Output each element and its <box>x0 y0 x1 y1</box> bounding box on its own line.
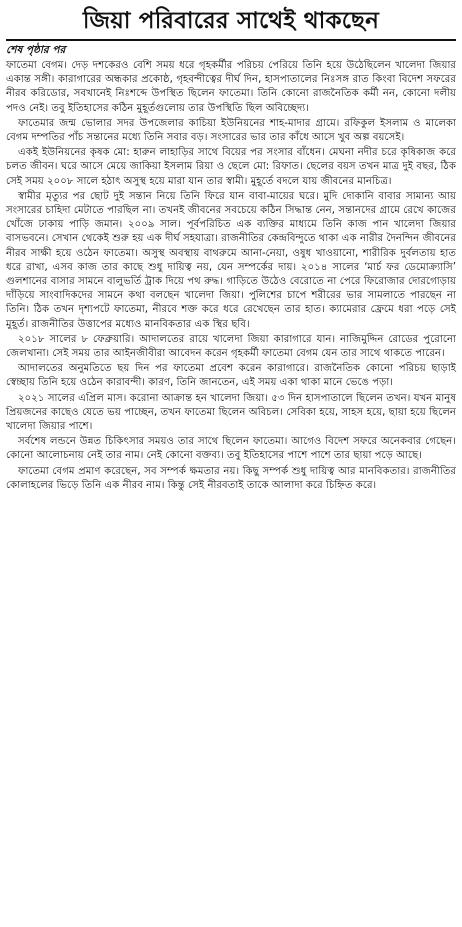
paragraph: একই ইউনিয়নের কৃষক মো: হারুন লাহাড়ির সাথে বিয়ের পর সংসার বাঁধেন। মেঘনা নদীর চরে কৃষিকাজ করে চলত জীবন। ঘরে আসে মেয়ে জাকিয়া ইসলাম রিয়া ও ছেলে মো: রিফাত। ছেলের বয়স তখন মাত্র দুই বছর, ঠিক সেই সময় ২০০৮ সালে হঠাৎ অসুস্থ হয়ে মারা যান তার স্বামী। মুহূর্তে বদলে যায় জীবনের মানচিত্র। <box>6 147 456 187</box>
paragraph: স্বামীর মৃত্যুর পর ছোট দুই সন্তান নিয়ে তিনি ফিরে যান বাবা-মায়ের ঘরে। মুদি দোকানি বাবার সামান্য আয় সংসারের চাহিদা মেটাতে পারছিল না। তখনই জীবনের সবচেয়ে কঠিন সিদ্ধান্ত নেন, সন্তানদের গ্রামে রেখে কাজের খোঁজে ঢাকায় পাড়ি জমান। ২০০৯ সাল। পূর্বপরিচিত এক ব্যক্তির মাধ্যমে তিনি কাজ পান খালেদা জিয়ার বাসভবনে। সেখান থেকেই শুরু হয় এক দীর্ঘ সহযাত্রা। রাজনীতির কেন্দ্রবিন্দুতে থাকা এক নারীর দৈনন্দিন জীবনের নীরব সাক্ষী হয়ে ওঠেন ফাতেমা। অসুস্থ অবস্থায় বাথরুমে আনা-নেয়া, ওষুধ খাওয়ানো, শারীরিক দুর্বলতায় হাত ধরে রাখা, এসব কাজ তার কাছে শুধু দায়িত্ব নয়, যেন সম্পর্কের দায়। ২০১৪ সালের ‘মার্চ ফর ডেমোক্র্যাসি’ গুলশানের বাসার সামনে বালুভর্তি ট্রাক দিয়ে পথ রুদ্ধ। গাড়িতে উঠেও বেরোতে না পেরে ফিরোজার দোরগোড়ায় দাঁড়িয়ে সাংবাদিকদের সামনে কথা বলছেন খালেদা জিয়া। পুলিশের চাপে শরীরের ভার সামলাতে পারছেন না তিনি। ঠিক তখন দৃশ্যপটে ফাতেমা, নীরবে শক্ত করে ধরে রেখেছেন তার হাত। ক্যামেরার ফ্রেমে ধরা পড়ে সেই মুহূর্ত। রাজনীতির উত্তাপের মধ্যেও মানবিকতার এক স্থির ছবি। <box>6 190 456 330</box>
paragraph: ফাতেমার জন্ম ভোলার সদর উপজেলার কাচিয়া ইউনিয়নের শাহ-মাদার গ্রামে। রফিকুল ইসলাম ও মালেকা বেগম দম্পতির পাঁচ সন্তানের মধ্যে তিনি সবার বড়। সংসারের ভার তার কাঁধে আসে খুব অল্প বয়সেই। <box>6 117 456 144</box>
paragraph: ফাতেমা বেগম প্রমাণ করেছেন, সব সম্পর্ক ক্ষমতার নয়। কিছু সম্পর্ক শুধু দায়িত্ব আর মানবিকতার। রাজনীতির কোলাহলের ভিড়ে তিনি এক নীরব নাম। কিন্তু সেই নীরবতাই তাকে আলাদা করে চিহ্নিত করে। <box>6 465 456 491</box>
paragraph: ফাতেমা বেগম। দেড় দশকেরও বেশি সময় ধরে গৃহকর্মীর পরিচয় পেরিয়ে তিনি হয়ে উঠেছিলেন খালেদা জিয়ার একান্ত সঙ্গী। কারাগারের অন্ধকার প্রকোষ্ঠ, গৃহবন্দীত্বের দীর্ঘ দিন, হাসপাতালের নিঃসঙ্গ রাত কিংবা বিদেশ সফরের নীরব করিডোর, সবখানেই নিঃশব্দে উপস্থিত ছিলেন ফাতেমা। তিনি কোনো রাজনৈতিক কর্মী নন, কোনো দলীয় পদও নেই। তবু ইতিহাসের কঠিন মুহূর্তগুলোয় তার উপস্থিতি ছিল অবিচ্ছেদ্য। <box>6 60 456 114</box>
article-body <box>6 59 456 493</box>
headline-divider <box>6 39 456 41</box>
headline: জিয়া পরিবারের সাথেই থাকছেন <box>82 8 380 34</box>
paragraph: ২০১৮ সালের ৮ ফেব্রুয়ারি। আদালতের রায়ে খালেদা জিয়া কারাগারে যান। নাজিমুদ্দিন রোডের পুরোনো জেলখানা। সেই সময় তার আইনজীবীরা আবেদন করেন গৃহকর্মী ফাতেমা বেগম যেন তার সাথে থাকতে পারেন। <box>6 333 456 360</box>
paragraph: ২০২১ সালের এপ্রিল মাস। করোনা আক্রান্ত হন খালেদা জিয়া। ৫৩ দিন হাসপাতালে ছিলেন তখন। যখন মানুষ প্রিয়জনের কাছেও যেতে ভয় পাচ্ছেন, তখন ফাতেমা ছিলেন অবিচল। সেবিকা হয়ে, সাহস হয়ে, ছায়া হয়ে ছিলেন খালেদা জিয়ার পাশে। <box>6 392 456 433</box>
paragraph: আদালতের অনুমতিতে ছয় দিন পর ফাতেমা প্রবেশ করেন কারাগারে। রাজনৈতিক কোনো পরিচয় ছাড়াই স্বেচ্ছায় তিনি হয়ে ওঠেন কারাবন্দী। কারণ, তিনি জানতেন, এই সময় একা থাকা মানে ভেঙে পড়া। <box>6 363 456 389</box>
continuation-kicker: শেষ পৃষ্ঠার পর <box>6 44 66 56</box>
paragraph: সর্বশেষ লন্ডনে উন্নত চিকিৎসার সময়ও তার সাথে ছিলেন ফাতেমা। আগেও বিদেশ সফরে অনেকবার গেছেন। কোনো আলোচনায় নেই তার নাম। নেই কোনো বক্তব্য। তবু ইতিহাসের পাশে পাশে তার ছায়া পড়ে আছে। <box>6 436 456 462</box>
